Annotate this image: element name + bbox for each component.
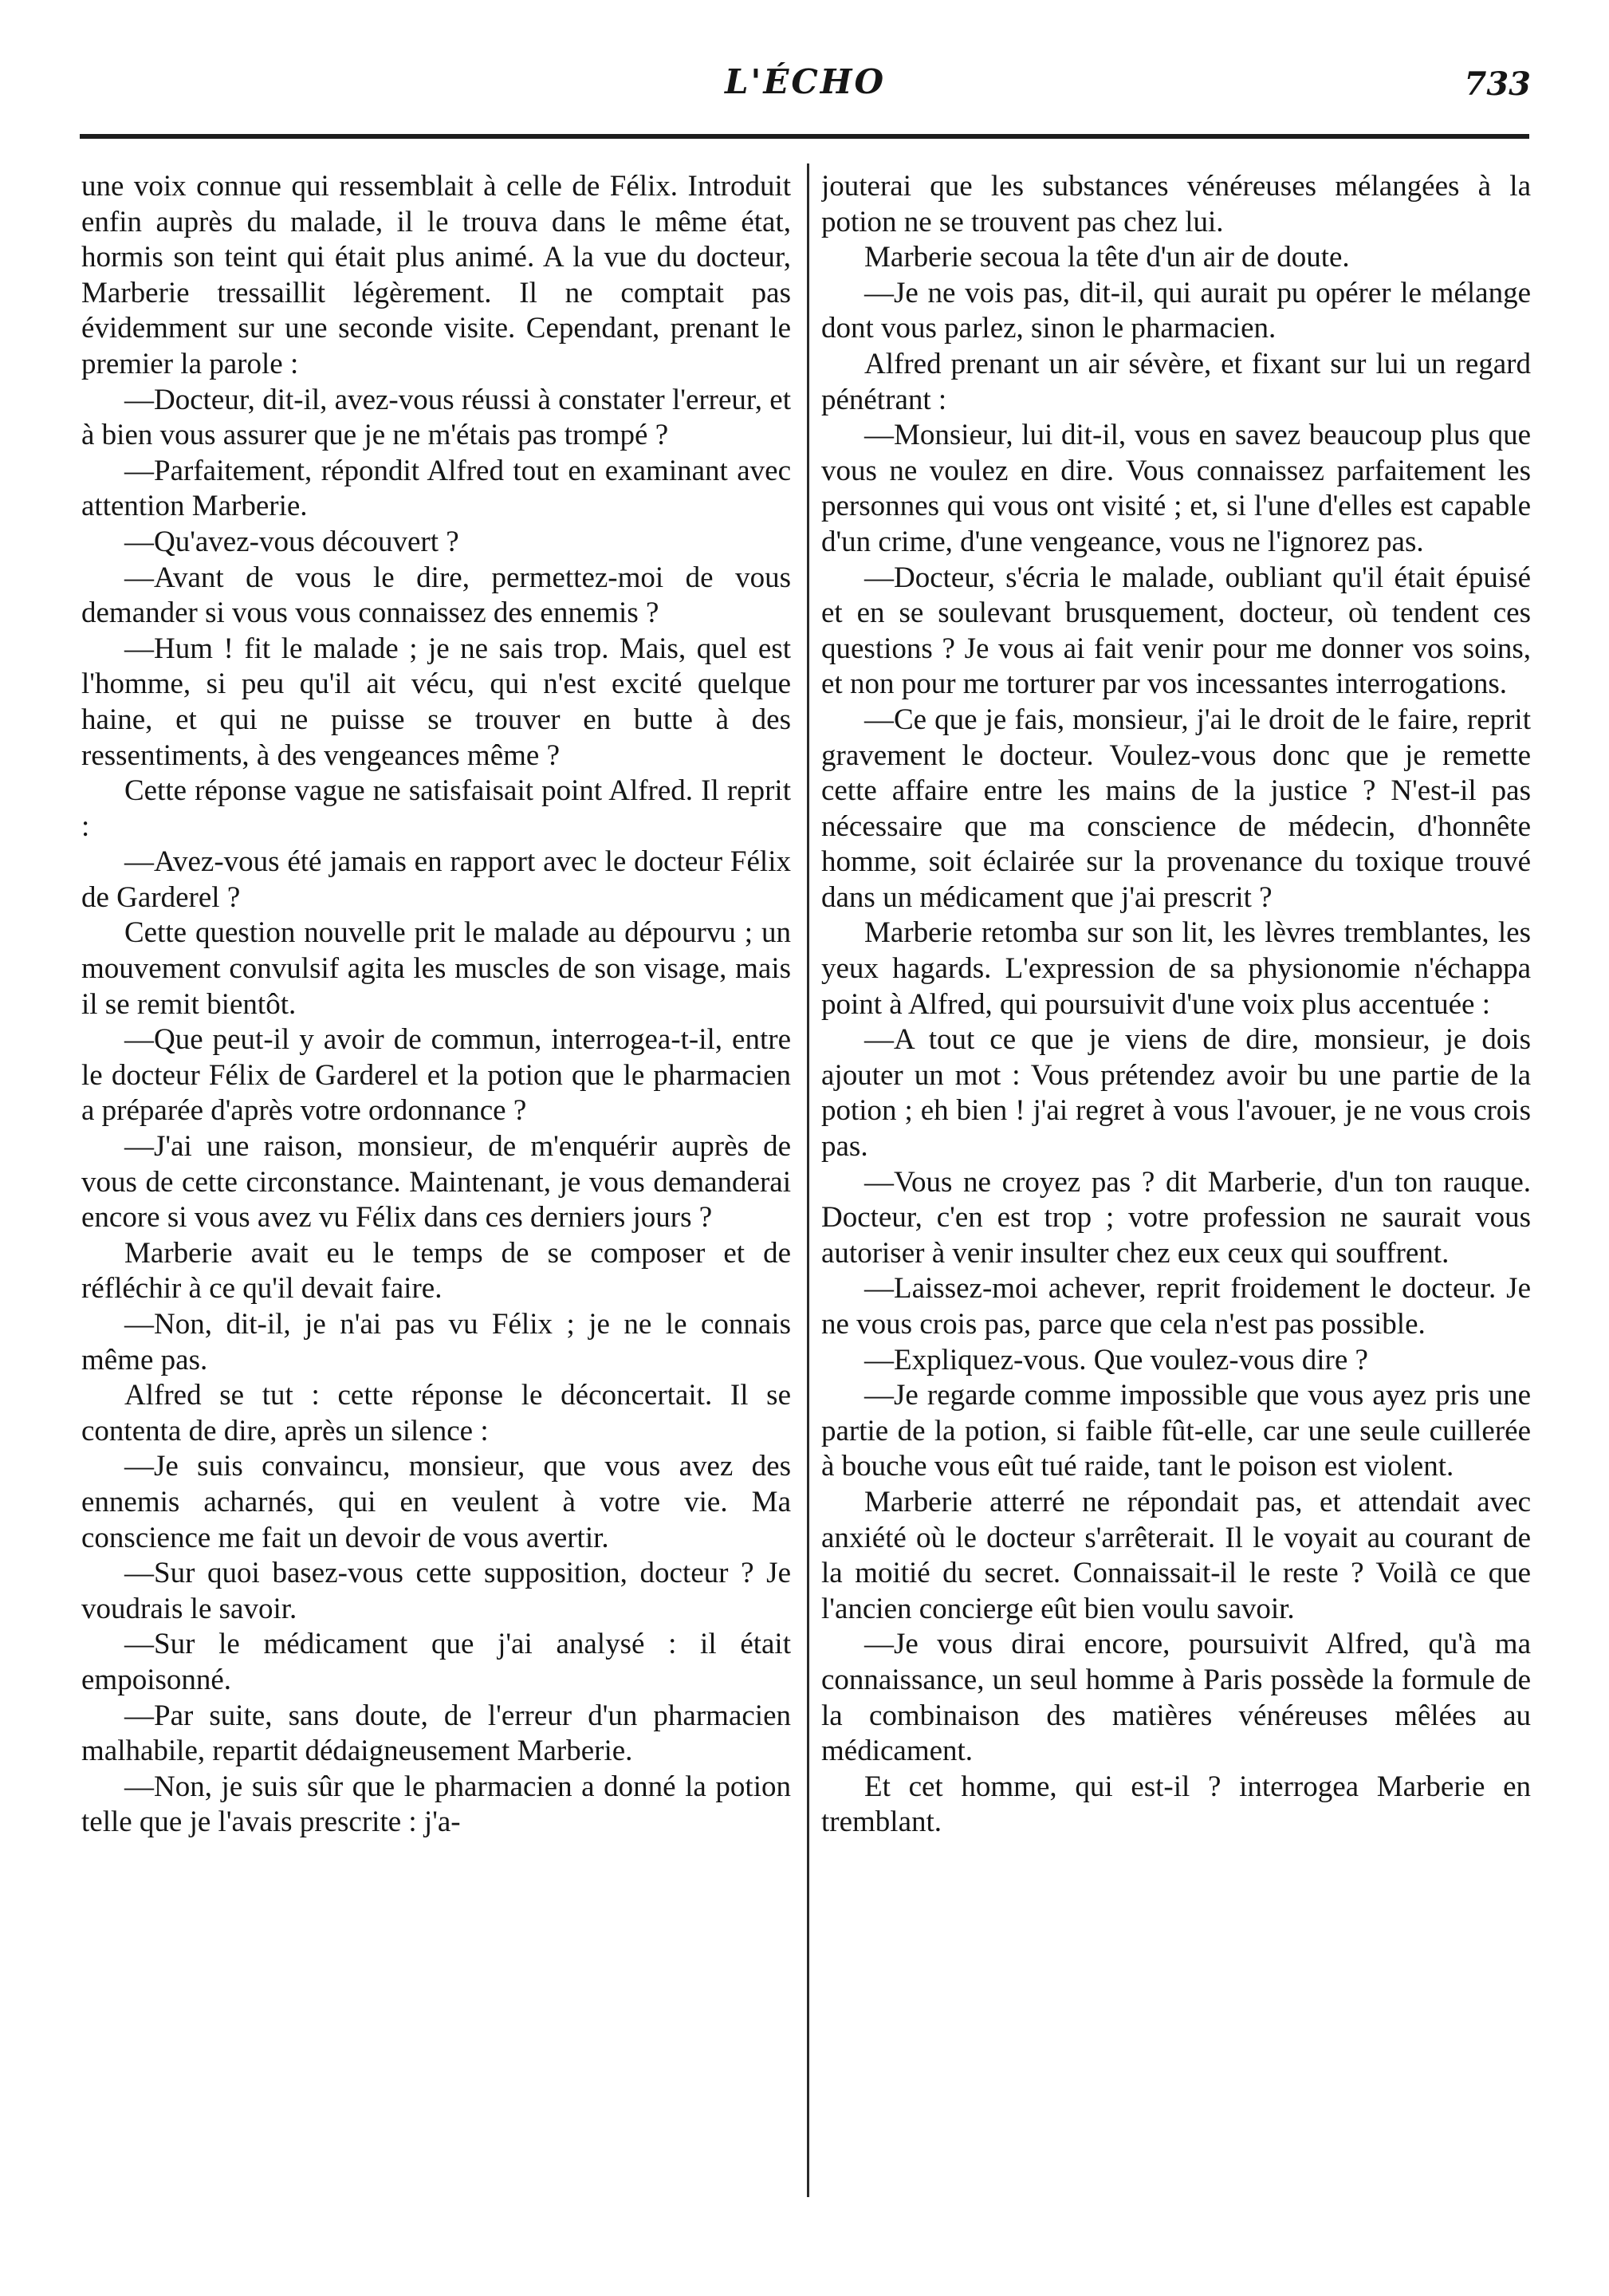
paragraph: Alfred prenant un air sévère, et fixant sur lui un regard pénétrant : bbox=[821, 347, 1531, 416]
paragraph: —Je suis convaincu, monsieur, que vous avez des ennemis acharnés, qui en veulent à votre vie. Ma conscience me fait un devoir de vous avertir. bbox=[81, 1450, 791, 1554]
paragraph: —Je regarde comme impossible que vous ayez pris une partie de la potion, si faible fût-elle, car une seule cuillerée à bouche vous eût tué raide, tant le poison est violent. bbox=[821, 1379, 1531, 1483]
paragraph: —Docteur, s'écria le malade, oubliant qu'il était épuisé et en se soulevant brusquement, docteur, où tendent ces questions ? Je vous ai fait venir pour me donner vos soins, et non pour me torturer par vos incessantes interrogations. bbox=[821, 561, 1531, 701]
paragraph: Marberie retomba sur son lit, les lèvres tremblantes, les yeux hagards. L'expression de sa physionomie n'échappa point à Alfred, qui poursuivit d'une voix plus accentuée : bbox=[821, 916, 1531, 1021]
paragraph: —Avez-vous été jamais en rapport avec le docteur Félix de Garderel ? bbox=[81, 845, 791, 914]
paragraph: —Sur le médicament que j'ai analysé : il était empoisonné. bbox=[81, 1628, 791, 1696]
paragraph: —Je ne vois pas, dit-il, qui aurait pu opérer le mélange dont vous parlez, sinon le pharmacien. bbox=[821, 276, 1531, 345]
paragraph: Et cet homme, qui est-il ? interrogea Marberie en tremblant. bbox=[821, 1770, 1531, 1839]
running-title: L'ÉCHO bbox=[724, 62, 887, 101]
paragraph: —Avant de vous le dire, permettez-moi de vous demander si vous vous connaissez des ennemis ? bbox=[81, 561, 791, 630]
paragraph: —Par suite, sans doute, de l'erreur d'un pharmacien malhabile, repartit dédaigneusement Marberie. bbox=[81, 1699, 791, 1768]
paragraph: —Parfaitement, répondit Alfred tout en examinant avec attention Marberie. bbox=[81, 454, 791, 523]
right-column bbox=[821, 169, 1531, 2187]
paragraph: —Docteur, dit-il, avez-vous réussi à constater l'erreur, et à bien vous assurer que je ne m'étais pas trompé ? bbox=[81, 383, 791, 452]
paragraph: —Ce que je fais, monsieur, j'ai le droit de le faire, reprit gravement le docteur. Voulez-vous donc que je remette cette affaire entre les mains de la justice ? N'est-il pas nécessaire que ma conscience de médecin, d'honnête homme, soit éclairée sur la provenance du toxique trouvé dans un médicament que j'ai prescrit ? bbox=[821, 703, 1531, 914]
paragraph: —Non, dit-il, je n'ai pas vu Félix ; je ne le connais même pas. bbox=[81, 1308, 791, 1376]
paragraph: —Laissez-moi achever, reprit froidement le docteur. Je ne vous crois pas, parce que cela n'est pas possible. bbox=[821, 1272, 1531, 1341]
paragraph: Cette question nouvelle prit le malade au dépourvu ; un mouvement convulsif agita les muscles de son visage, mais il se remit bientôt. bbox=[81, 916, 791, 1021]
paragraph: —Que peut-il y avoir de commun, interrogea-t-il, entre le docteur Félix de Garderel et la potion que le pharmacien a préparée d'après votre ordonnance ? bbox=[81, 1023, 791, 1128]
paragraph: —J'ai une raison, monsieur, de m'enquérir auprès de vous de cette circonstance. Maintenant, je vous demanderai encore si vous avez vu Félix dans ces derniers jours ? bbox=[81, 1130, 791, 1235]
paragraph: —Hum ! fit le malade ; je ne sais trop. Mais, quel est l'homme, si peu qu'il ait vécu, qui n'est excité quelque haine, et qui ne puisse se trouver en butte à des ressentiments, à des vengeances même ? bbox=[81, 632, 791, 772]
paragraph: —Sur quoi basez-vous cette supposition, docteur ? Je voudrais le savoir. bbox=[81, 1557, 791, 1625]
paragraph: jouterai que les substances vénéreuses mélangées à la potion ne se trouvent pas chez lui. bbox=[821, 170, 1531, 238]
left-column bbox=[81, 169, 791, 2187]
paragraph: Cette réponse vague ne satisfaisait point Alfred. Il reprit : bbox=[81, 774, 791, 843]
paragraph: —Monsieur, lui dit-il, vous en savez beaucoup plus que vous ne voulez en dire. Vous connaissez parfaitement les personnes qui vous ont visité ; et, si l'une d'elles est capable d'un crime, d'une vengeance, vous ne l'ignorez pas. bbox=[821, 419, 1531, 558]
column-rule bbox=[807, 163, 809, 2197]
paragraph: une voix connue qui ressemblait à celle de Félix. Introduit enfin auprès du malade, il le trouva dans le même état, hormis son teint qui était plus animé. A la vue du docteur, Marberie tressaillit légèrement. Il ne comptait pas évidemment sur une seconde visite. Cependant, prenant le premier la parole : bbox=[81, 170, 791, 380]
paragraph: Marberie atterré ne répondait pas, et attendait avec anxiété où le docteur s'arrêterait. Il le voyait au courant de la moitié du secret. Connaissait-il le reste ? Voilà ce que l'ancien concierge eût bien voulu savoir. bbox=[821, 1485, 1531, 1625]
paragraph: —Je vous dirai encore, poursuivit Alfred, qu'à ma connaissance, un seul homme à Paris possède la formule de la combinaison des matières vénéreuses mêlées au médicament. bbox=[821, 1628, 1531, 1768]
paragraph: —Qu'avez-vous découvert ? bbox=[124, 525, 459, 558]
paragraph: —Vous ne croyez pas ? dit Marberie, d'un ton rauque. Docteur, c'en est trop ; votre profession ne saurait vous autoriser à venir insulter chez eux ceux qui souffrent. bbox=[821, 1165, 1531, 1270]
paragraph: Alfred se tut : cette réponse le déconcertait. Il se contenta de dire, après un silence : bbox=[81, 1379, 791, 1447]
paragraph: Marberie avait eu le temps de se composer et de réfléchir à ce qu'il devait faire. bbox=[81, 1236, 791, 1306]
page-header bbox=[80, 56, 1531, 128]
page-number: 733 bbox=[1464, 65, 1531, 103]
paragraph: —Non, je suis sûr que le pharmacien a donné la potion telle que je l'avais prescrite : j'a- bbox=[81, 1770, 791, 1839]
paragraph: —A tout ce que je viens de dire, monsieur, je dois ajouter un mot : Vous prétendez avoir bu une partie de la potion ; eh bien ! j'ai regret à vous l'avouer, je ne vous crois pas. bbox=[821, 1023, 1531, 1164]
paragraph: —Expliquez-vous. Que voulez-vous dire ? bbox=[864, 1343, 1368, 1376]
paragraph: Marberie secoua la tête d'un air de doute. bbox=[864, 241, 1350, 274]
header-rule bbox=[80, 134, 1529, 139]
